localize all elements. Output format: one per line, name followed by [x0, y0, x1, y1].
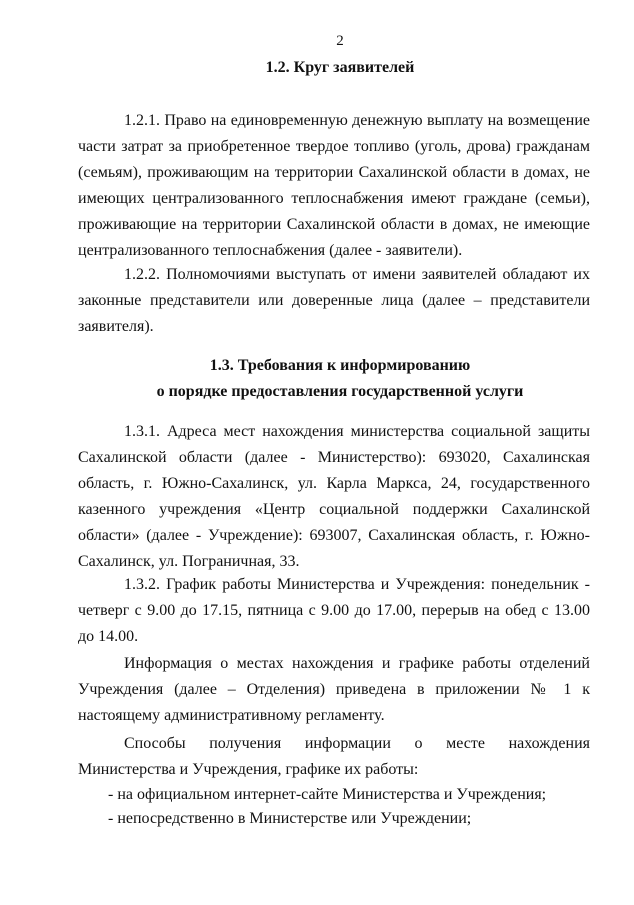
page-number: 2 — [336, 33, 344, 49]
paragraph-1-3-1: 1.3.1. Адреса мест нахождения министерства социальной защиты Сахалинской области (далее - Министерство): 693020, Сахалинская область, г. Южно-Сахалинск, ул. Карла Маркса, 24, государственного казенного учреждения «Центр социальной поддержки Сахалинской области» (далее - Учреждение): 693007, Сахалинская область, г. Южно-Сахалинск, ул. Пограничная, 33. — [78, 423, 590, 570]
paragraph-1-3-2: 1.3.2. График работы Министерства и Учреждения: понедельник - четверг с 9.00 до 17.15, пятница с 9.00 до 17.00, перерыв на обед с 13.00 до 14.00. — [78, 576, 590, 645]
section-heading-1-3-line-1: 1.3. Требования к информированию — [209, 357, 471, 374]
paragraph-info-methods: Способы получения информации о месте нахождения Министерства и Учреждения, графике их работы: — [78, 735, 590, 778]
list-item-website: - на официальном интернет-сайте Министерства и Учреждения; — [108, 786, 547, 803]
paragraph-offices-info: Информация о местах нахождения и графике работы отделений Учреждения (далее – Отделения) приведена в приложении № 1 к настоящему административному регламенту. — [78, 655, 590, 724]
list-item-in-person: - непосредственно в Министерстве или Учреждении; — [108, 810, 472, 827]
section-heading-1-2: 1.2. Круг заявителей — [265, 59, 415, 76]
paragraph-1-2-2: 1.2.2. Полномочиями выступать от имени заявителей обладают их законные представители или доверенные лица (далее – представители заявителя). — [78, 266, 590, 335]
paragraph-1-2-1: 1.2.1. Право на единовременную денежную выплату на возмещение части затрат за приобретенное твердое топливо (уголь, дрова) гражданам (семьям), проживающим на территории Сахалинской области в домах, не имеющих централизованного теплоснабжения имеют граждане (семьи), проживающие на территории Сахалинской области в домах, не имеющие централизованного теплоснабжения (далее - заявители). — [78, 112, 590, 259]
section-heading-1-3-line-2: о порядке предоставления государственной услуги — [156, 383, 524, 400]
